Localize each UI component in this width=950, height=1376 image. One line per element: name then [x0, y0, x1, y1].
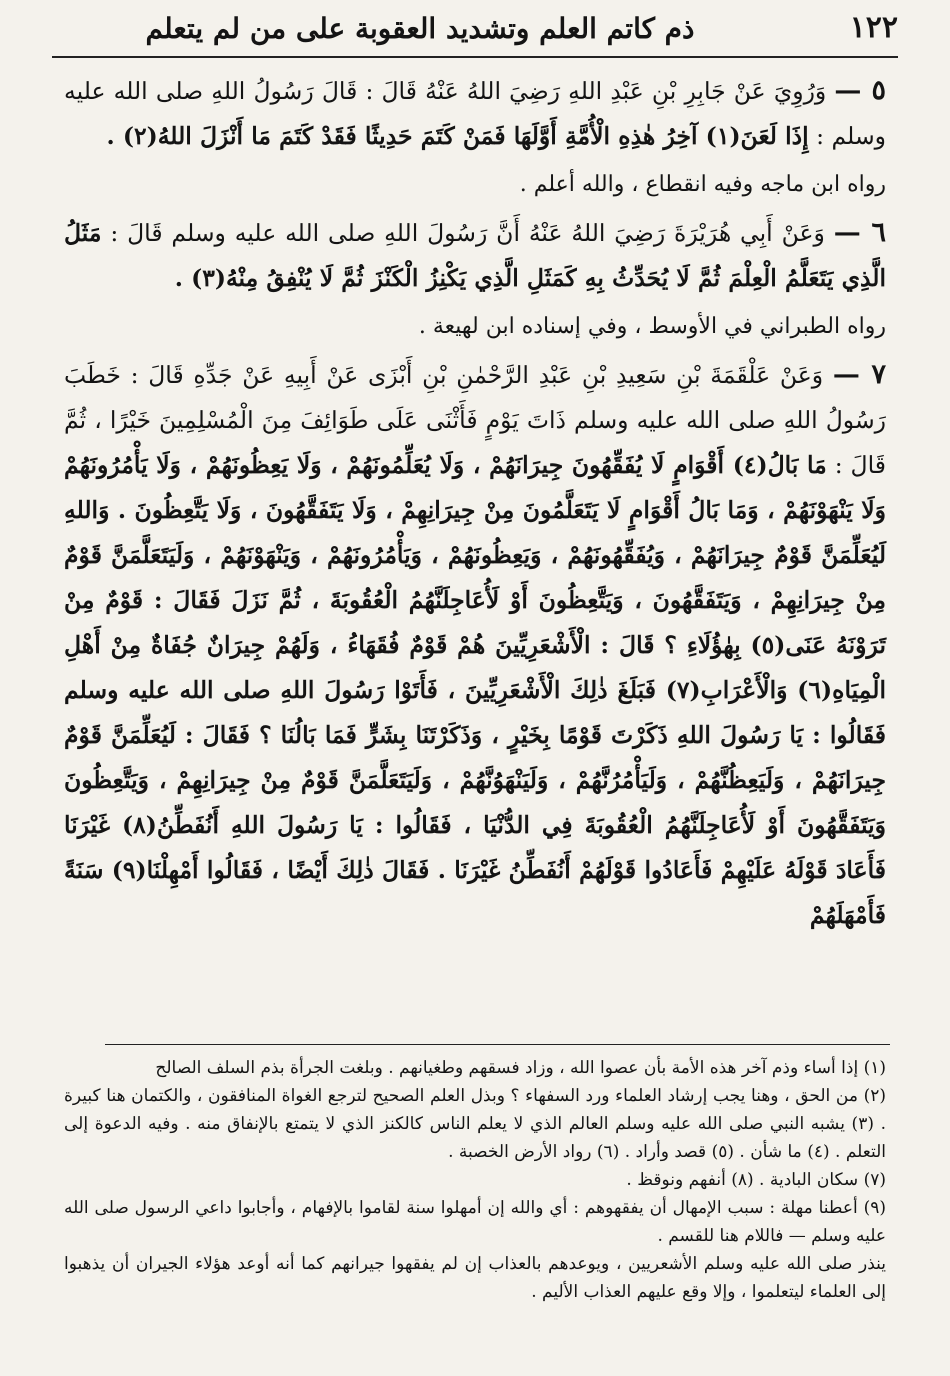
- footnote: (٧) سكان البادية . (٨) أنفهم ونوقظ .: [626, 1170, 886, 1190]
- footnote-divider: [105, 1044, 890, 1045]
- footnote: ينذر صلى الله عليه وسلم الأشعريين ، ويوعدهم بالعذاب إن لم يفقهوا جيرانهم كما أنه أوعد هؤلاء الجيران أن يذهبوا إلى العلماء ليتعلموا ، وإلا وقع عليهم العذاب الأليم .: [64, 1254, 886, 1302]
- hadith-source: رواه الطبراني في الأوسط ، وفي إسناده ابن لهيعة .: [418, 314, 886, 339]
- hadith-speech: إِذَا لَعَنَ(١) آخِرُ هٰذِهِ الْأُمَّةِ أَوَّلَهَا فَمَنْ كَتَمَ حَدِيثًا فَقَدْ كَتَمَ مَا أَنْزَلَ اللهُ(٢) .: [106, 122, 809, 150]
- running-title: ذم كاتم العلم وتشديد العقوبة على من لم يتعلم: [145, 12, 695, 45]
- hadith-source: رواه ابن ماجه وفيه انقطاع ، والله أعلم .: [519, 172, 886, 197]
- hadith-intro: وَرُوِيَ عَنْ جَابِرِ بْنِ عَبْدِ اللهِ رَضِيَ اللهُ عَنْهُ قَالَ : قَالَ رَسُولُ اللهِ صلى الله عليه وسلم :: [64, 77, 886, 150]
- hadith-5: [64, 68, 886, 159]
- hadith-6: [64, 210, 886, 301]
- hadith-7: [64, 352, 886, 938]
- footnote: (٢) من الحق ، وهنا يجب إرشاد العلماء ورد السفهاء ؟ وبذل العلم الصحيح لترجع الغواة المنافقون ، والكتمان هنا كبيرة . (٣) يشبه النبي صلى الله عليه وسلم العالم الذي لا يعلم الناس كالكنز الذي لا يتمتع بالإنفاق منه . وفيه الدعوة إلى التعلم . (٤) ما شأن . (٥) قصد وأراد . (٦) رواد الأرض الخصبة .: [64, 1086, 886, 1162]
- hadith-intro: وَعَنْ أَبِي هُرَيْرَةَ رَضِيَ اللهُ عَنْهُ أَنَّ رَسُولَ اللهِ صلى الله عليه وسلم قَالَ :: [110, 219, 825, 247]
- page-number: ١٢٢: [849, 10, 898, 45]
- hadith-intro: وَعَنْ عَلْقَمَةَ بْنِ سَعِيدِ بْنِ عَبْدِ الرَّحْمٰنِ بْنِ أَبْزَى عَنْ أَبِيهِ عَنْ جَدِّهِ قَالَ : خَطَبَ رَسُولُ اللهِ صلى الله عليه وسلم ذَاتَ يَوْمٍ فَأَثْنَى عَلَى طَوَائِفَ مِنَ الْمُسْلِمِينَ خَيْرًا ، ثُمَّ قَالَ :: [64, 361, 887, 479]
- hadith-number: ٦ —: [833, 217, 886, 248]
- hadith-speech: مَا بَالُ(٤) أَقْوَامٍ لَا يُفَقِّهُونَ جِيرَانَهُمْ ، وَلَا يُعَلِّمُونَهُمْ ، وَلَا يَعِظُونَهُمْ ، وَلَا يَأْمُرُونَهُمْ وَلَا يَنْهَوْنَهُمْ ، وَمَا بَالُ أَقْوَامٍ لَا يَتَعَلَّمُونَ مِنْ جِيرَانِهِمْ ، وَلَا يَتَفَقَّهُونَ ، وَلَا يَتَّعِظُونَ . وَاللهِ لَيُعَلِّمَنَّ قَوْمٌ جِيرَانَهُمْ ، وَيُفَقِّهُونَهُمْ ، وَيَعِظُونَهُمْ ، وَيَأْمُرُونَهُمْ ، وَيَنْهَوْنَهُمْ ، وَلَيَتَعَلَّمَنَّ قَوْمٌ مِنْ جِيرَانِهِمْ ، وَيَتَفَقَّهُونَ ، وَيَتَّعِظُونَ أَوْ لَأُعَاجِلَنَّهُمُ الْعُقُوبَةَ ، ثُمَّ نَزَلَ فَقَالَ : قَوْمٌ مِنْ تَرَوْنَهُ عَنَى(٥) بِهٰؤُلَاءِ ؟ قَالَ : الْأَشْعَرِيِّينَ هُمْ قَوْمٌ فُقَهَاءُ ، وَلَهُمْ جِيرَانٌ جُفَاةٌ مِنْ أَهْلِ الْمِيَاهِ(٦) وَالْأَعْرَابِ(٧) فَبَلَغَ ذٰلِكَ الْأَشْعَرِيِّينَ ، فَأَتَوْا رَسُولَ اللهِ صلى الله عليه وسلم فَقَالُوا : يَا رَسُولَ اللهِ ذَكَرْتَ قَوْمًا بِخَيْرٍ ، وَذَكَرْتَنَا بِشَرٍّ فَمَا بَالُنَا ؟ فَقَالَ : لَيُعَلِّمَنَّ قَوْمٌ جِيرَانَهُمْ ، وَلَيَعِظُنَّهُمْ ، وَلَيَأْمُرُنَّهُمْ ، وَلَيَنْهَوُنَّهُمْ ، وَلَيَتَعَلَّمَنَّ قَوْمٌ مِنْ جِيرَانِهِمْ ، وَيَتَّعِظُونَ وَيَتَفَقَّهُونَ أَوْ لَأُعَاجِلَنَّهُمُ الْعُقُوبَةَ فِي الدُّنْيَا ، فَقَالُوا : يَا رَسُولَ اللهِ أَنُفَطِّنُ(٨) غَيْرَنَا فَأَعَادَ قَوْلَهُ عَلَيْهِمْ فَأَعَادُوا قَوْلَهُمْ أَنُفَطِّنُ غَيْرَنَا . فَقَالَ ذٰلِكَ أَيْضًا ، فَقَالُوا أَمْهِلْنَا(٩) سَنَةً فَأَمْهَلَهُمْ: [64, 451, 886, 929]
- page-header: [52, 4, 898, 58]
- main-text: [64, 68, 886, 941]
- footnote: (١) إذا أساء وذم آخر هذه الأمة بأن عصوا الله ، وزاد فسقهم وطغيانهم . وبلغت الجرأة بذم السلف الصالح: [155, 1058, 886, 1078]
- footnotes: [64, 1054, 886, 1306]
- hadith-number: ٥ —: [834, 75, 886, 106]
- hadith-speech: مَثَلُ الَّذِي يَتَعَلَّمُ الْعِلْمَ ثُمَّ لَا يُحَدِّثُ بِهِ كَمَثَلِ الَّذِي يَكْنِزُ الْكَنْزَ ثُمَّ لَا يُنْفِقُ مِنْهُ(٣) .: [64, 219, 886, 292]
- hadith-number: ٧ —: [832, 359, 886, 390]
- footnote: (٩) أعطنا مهلة : سبب الإمهال أن يفقهوهم : أي والله إن أمهلوا سنة لقاموا بالإفهام ، وأجابوا داعي الرسول صلى الله عليه وسلم — فاللام هنا للقسم .: [64, 1198, 886, 1246]
